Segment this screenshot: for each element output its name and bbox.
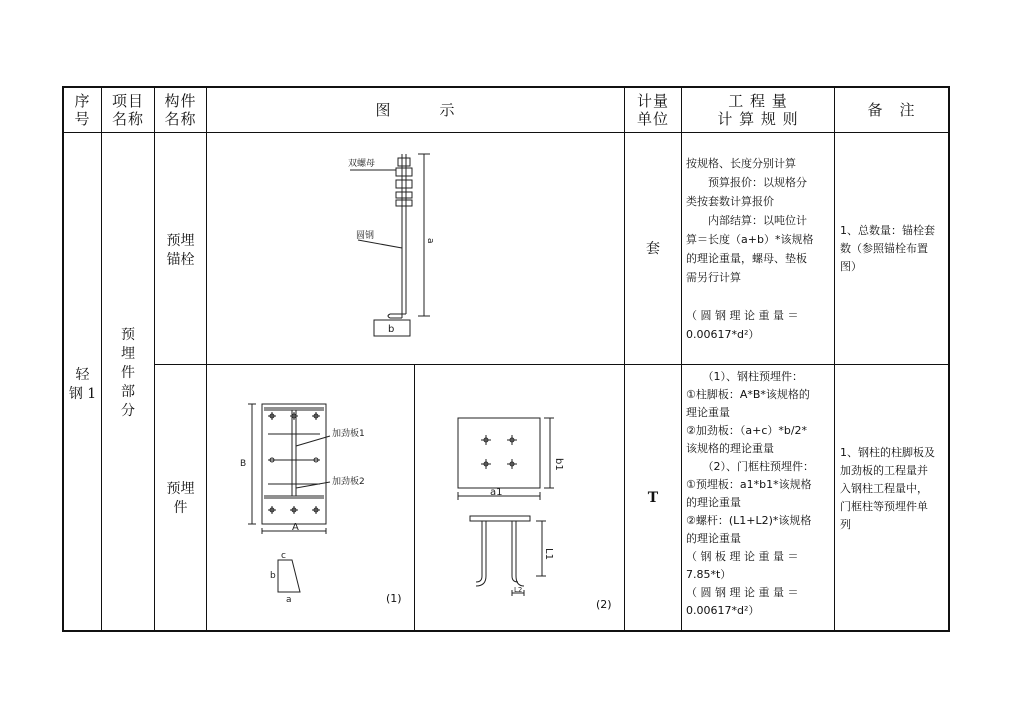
row2-rule-line: 该规格的理论重量: [686, 442, 774, 455]
row2-rule-line: （ 钢 板 理 论 重 量 ＝: [686, 550, 799, 563]
row1-rule-line: 内部结算：以吨位计: [686, 214, 807, 227]
dim-L1-label: L1: [543, 548, 554, 560]
col-border-4: [624, 86, 625, 632]
row2-name-line1: 预埋: [166, 481, 195, 497]
row2-rule-line: ②加劲板：（a+c）*b/2*: [686, 424, 808, 437]
header-rule-line1: 工 程 量: [728, 92, 788, 110]
dim-c-label: c: [281, 551, 286, 561]
dim-A-label: A: [292, 522, 299, 533]
dim-b1-label: b1: [553, 458, 564, 471]
label-double-nut: 双螺母: [348, 159, 376, 169]
row1-name-line1: 预埋: [166, 233, 195, 249]
row2-unit: T: [647, 490, 659, 506]
header-project-line2: 名称: [111, 110, 144, 128]
row2-rule-line: ①预埋板：a1*b1*该规格: [686, 478, 812, 491]
row2-note-line: 1、钢柱的柱脚板及: [840, 446, 935, 459]
door-frame-embed-figure: [446, 408, 622, 610]
dim-b-label: b: [388, 324, 395, 335]
col-border-5: [681, 86, 682, 632]
col-border-6: [834, 86, 835, 632]
col-border-2: [154, 86, 155, 632]
header-note: 备 注: [867, 101, 916, 119]
row2-rule-line: ①柱脚板：A*B*该规格的: [686, 388, 810, 401]
row1-rule-line: 类按套数计算报价: [686, 195, 774, 208]
row1-rule-line: 的理论重量，螺母、垫板: [686, 252, 807, 265]
header-seq-line2: 号: [74, 110, 91, 128]
row2-rule-line: 0.00617*d²）: [686, 604, 760, 617]
dim-B-label: B: [240, 459, 247, 469]
row2-note-line: 门框柱等预埋件单: [840, 500, 928, 513]
col-border-fig-split: [414, 364, 415, 632]
row2-note-line: 入钢柱工程量中，: [840, 482, 928, 495]
row1-note-line: 图）: [840, 260, 862, 273]
dim-a-small-label: a: [286, 595, 292, 605]
row2-rule-line: ②螺杆：(L1+L2)*该规格: [686, 514, 812, 527]
header-unit: [625, 92, 681, 128]
row1-rule-line: 按规格、长度分别计算: [686, 157, 796, 170]
col-border-3: [206, 86, 207, 632]
row-divider: [154, 364, 950, 365]
header-unit-line1: 计量: [636, 92, 669, 110]
dim-L2-label: L2: [514, 586, 523, 594]
row1-rule-line: （ 圆 钢 理 论 重 量 ＝: [686, 309, 799, 322]
row2-rule-line: 7.85*t）: [686, 568, 732, 581]
header-project: [102, 92, 154, 128]
header-component-line2: 名称: [164, 110, 197, 128]
header-project-line1: 项目: [111, 92, 144, 110]
row1-rule-line: 算＝长度（a+b）*该规格: [686, 233, 814, 246]
group-project-char2: 埋: [121, 346, 135, 362]
row1-name: [155, 232, 206, 270]
row1-unit: 套: [646, 241, 660, 257]
column-base-plate-figure: [226, 396, 406, 606]
group-project: [102, 326, 154, 421]
col-border-7: [948, 86, 950, 632]
table-bottom-border: [62, 630, 950, 632]
group-project-char1: 预: [121, 327, 135, 343]
group-seq: [64, 366, 101, 404]
header-unit-line2: 单位: [636, 110, 669, 128]
header-seq: [64, 92, 101, 128]
row1-rule-line: 0.00617*d²）: [686, 328, 760, 341]
header-component-line1: 构件: [164, 92, 197, 110]
dim-a1-label: a1: [490, 487, 503, 498]
row2-rule-line: 的理论重量: [686, 496, 741, 509]
row2-name-line2: 件: [173, 500, 188, 516]
row2-note-line: 列: [840, 518, 851, 531]
group-seq-line1: 轻: [75, 367, 90, 383]
row1-rule-line: 需另行计算: [686, 271, 741, 284]
row2-rule-line: （ 圆 钢 理 论 重 量 ＝: [686, 586, 799, 599]
group-project-char3: 件: [121, 365, 135, 381]
label-stiffener-2: 加劲板2: [332, 477, 365, 487]
header-rule-line2: 计 算 规 则: [717, 110, 799, 128]
row1-rule-line: 预算报价：以规格分: [686, 176, 807, 189]
label-round-steel: 圆钢: [356, 231, 375, 241]
row2-note-line: 加劲板的工程量并: [840, 464, 928, 477]
header-figure: 图 示: [375, 101, 456, 119]
row1-note-line: 1、总数量：锚栓套: [840, 224, 935, 237]
group-seq-line2: 钢 1: [68, 386, 97, 402]
row2-rule-line: 理论重量: [686, 406, 730, 419]
figure2-caption: (2): [596, 598, 612, 610]
figure1-caption: (1): [386, 592, 402, 605]
row1-note-line: 数（参照锚栓布置: [840, 242, 928, 255]
col-border-0: [62, 86, 64, 632]
table-top-border: [62, 86, 950, 88]
row2-rule-line: （1）、钢柱预埋件：: [686, 370, 803, 383]
header-rule: [682, 92, 834, 128]
row2-rule-line: 的理论重量: [686, 532, 741, 545]
header-component: [155, 92, 206, 128]
group-project-char4: 部: [121, 384, 135, 400]
anchor-bolt-figure: [330, 148, 470, 344]
header-seq-line1: 序: [74, 92, 91, 110]
group-project-char5: 分: [121, 403, 135, 419]
row2-rule-line: （2）、门框柱预埋件：: [686, 460, 814, 473]
dim-a-label: a: [425, 238, 435, 244]
dim-b-small-label: b: [270, 571, 276, 581]
header-bottom-border: [62, 132, 950, 133]
label-stiffener-1: 加劲板1: [332, 429, 365, 439]
row2-name: [155, 480, 206, 518]
row1-name-line2: 锚栓: [166, 252, 195, 268]
